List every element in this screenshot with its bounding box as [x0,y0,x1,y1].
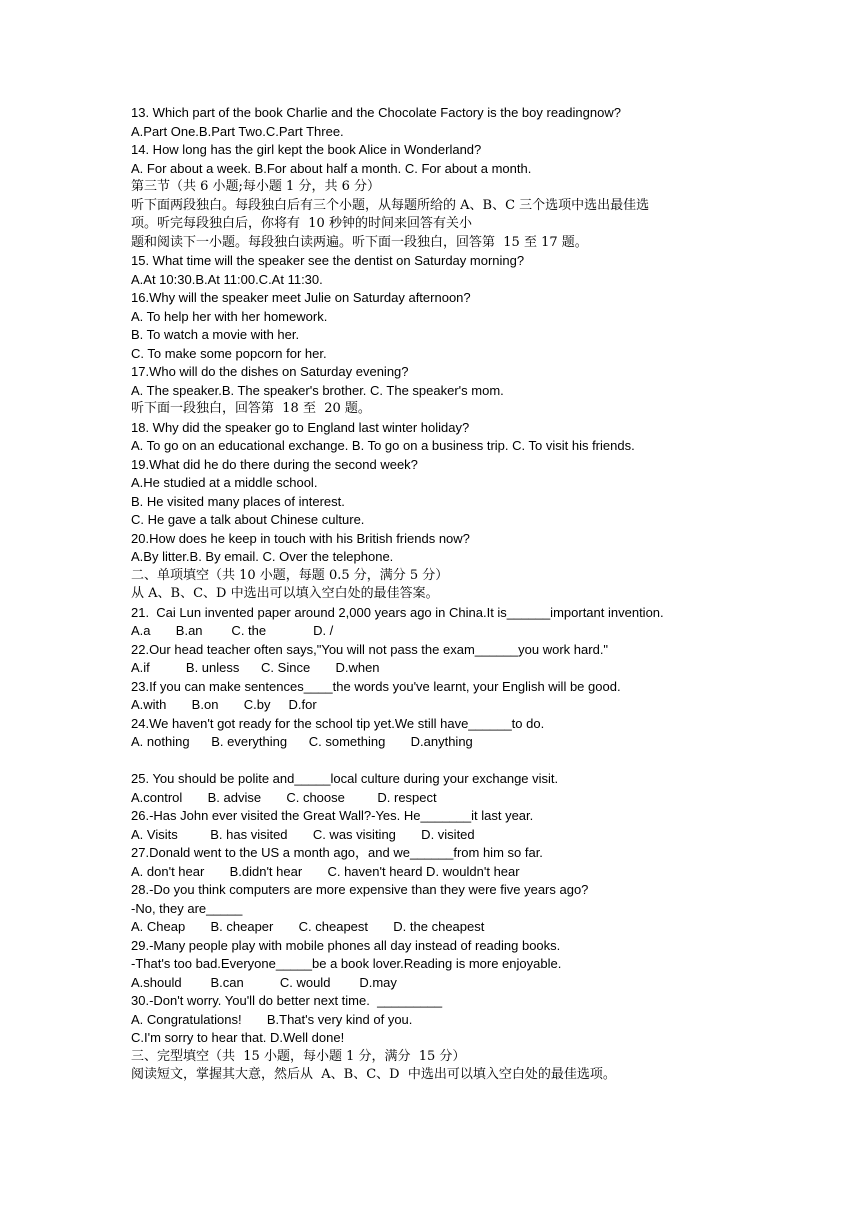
option-19-a: A.He studied at a middle school. [131,475,318,490]
question-27: 27.Donald went to the US a month ago，and we______from him so far. [131,845,543,860]
section-3-instruction-1: 听下面两段独白。每段独白后有三个小题，从每题所给的 A、B、C 三个选项中选出最佳选 [131,197,650,213]
question-21: 21. Cai Lun invented paper around 2,000 years ago in China.It is______important invention. [131,604,664,620]
options-20: A.By litter.B. By email. C. Over the telephone. [131,549,394,564]
part-3-instruction: 阅读短文，掌握其大意，然后从 A、B、C、D 中选出可以填入空白处的最佳选项。 [131,1067,616,1082]
question-28: 28.-Do you think computers are more expensive than they were five years ago? [131,882,589,897]
monologue-2-instruction: 听下面一段独白，回答第 18 至 20 题。 [131,401,371,416]
section-3-heading: 第三节（共 6 小题;每小题 1 分，共 6 分） [131,179,380,194]
question-30: 30.-Don't worry. You'll do better next time. _________ [131,993,443,1008]
options-24: A. nothing B. everything C. something D.anything [131,734,473,749]
section-3-instruction-3: 题和阅读下一小题。每段独白读两遍。听下面一段独白，回答第 15 至 17 题。 [131,234,588,250]
options-17: A. The speaker.B. The speaker's brother. C. The speaker's mom. [131,382,504,398]
question-28-reply: -No, they are_____ [131,900,243,916]
question-14: 14. How long has the girl kept the book Alice in Wonderland? [131,142,482,157]
options-30-ab: A. Congratulations! B.That's very kind of you. [131,1011,413,1027]
question-13: 13. Which part of the book Charlie and the Chocolate Factory is the boy readingnow? [131,105,621,120]
option-16-b: B. To watch a movie with her. [131,327,300,342]
option-16-a: A. To help her with her homework. [131,308,328,324]
options-25: A.control B. advise C. choose D. respect [131,789,437,805]
section-3-instruction-2: 项。听完每段独白后，你将有 10 秒钟的时间来回答有关小 [131,216,472,231]
options-21: A.a B.an C. the D. / [131,623,334,638]
question-25: 25. You should be polite and_____local culture during your exchange visit. [131,771,559,786]
question-19: 19.What did he do there during the second week? [131,456,418,472]
options-30-cd: C.I'm sorry to hear that. D.Well done! [131,1030,345,1045]
part-3-heading: 三、完型填空（共 15 小题，每小题 1 分，满分 15 分） [131,1048,466,1064]
option-16-c: C. To make some popcorn for her. [131,345,327,361]
blank-line [131,752,751,771]
document-body [131,104,751,1085]
question-15: 15. What time will the speaker see the dentist on Saturday morning? [131,253,525,268]
question-24: 24.We haven't got ready for the school tip yet.We still have______to do. [131,715,545,731]
question-29: 29.-Many people play with mobile phones all day instead of reading books. [131,937,561,953]
question-26: 26.-Has John ever visited the Great Wall?-Yes. He_______it last year. [131,808,534,823]
options-13: A.Part One.B.Part Two.C.Part Three. [131,123,344,139]
question-18: 18. Why did the speaker go to England last winter holiday? [131,419,470,435]
options-23: A.with B.on C.by D.for [131,697,317,712]
question-23: 23.If you can make sentences____the words you've learnt, your English will be good. [131,678,621,694]
option-19-c: C. He gave a talk about Chinese culture. [131,512,365,527]
part-2-heading: 二、单项填空（共 10 小题，每题 0.5 分，满分 5 分） [131,567,449,583]
part-2-instruction: 从 A、B、C、D 中选出可以填入空白处的最佳答案。 [131,586,439,601]
options-28: A. Cheap B. cheaper C. cheapest D. the cheapest [131,919,485,934]
question-29-reply: -That's too bad.Everyone_____be a book lover.Reading is more enjoyable. [131,956,562,971]
option-19-b: B. He visited many places of interest. [131,493,345,509]
options-29: A.should B.can C. would D.may [131,974,397,990]
options-14: A. For about a week. B.For about half a month. C. For about a month. [131,160,532,176]
question-22: 22.Our head teacher often says,"You will not pass the exam______you work hard." [131,641,609,657]
options-27: A. don't hear B.didn't hear C. haven't heard D. wouldn't hear [131,863,520,879]
question-17: 17.Who will do the dishes on Saturday evening? [131,364,409,379]
question-16: 16.Why will the speaker meet Julie on Saturday afternoon? [131,290,471,305]
options-26: A. Visits B. has visited C. was visiting D. visited [131,826,475,842]
options-22: A.if B. unless C. Since D.when [131,660,380,675]
options-15: A.At 10:30.B.At 11:00.C.At 11:30. [131,271,323,287]
options-18: A. To go on an educational exchange. B. To go on a business trip. C. To visit his friends. [131,438,635,453]
question-20: 20.How does he keep in touch with his British friends now? [131,530,470,546]
